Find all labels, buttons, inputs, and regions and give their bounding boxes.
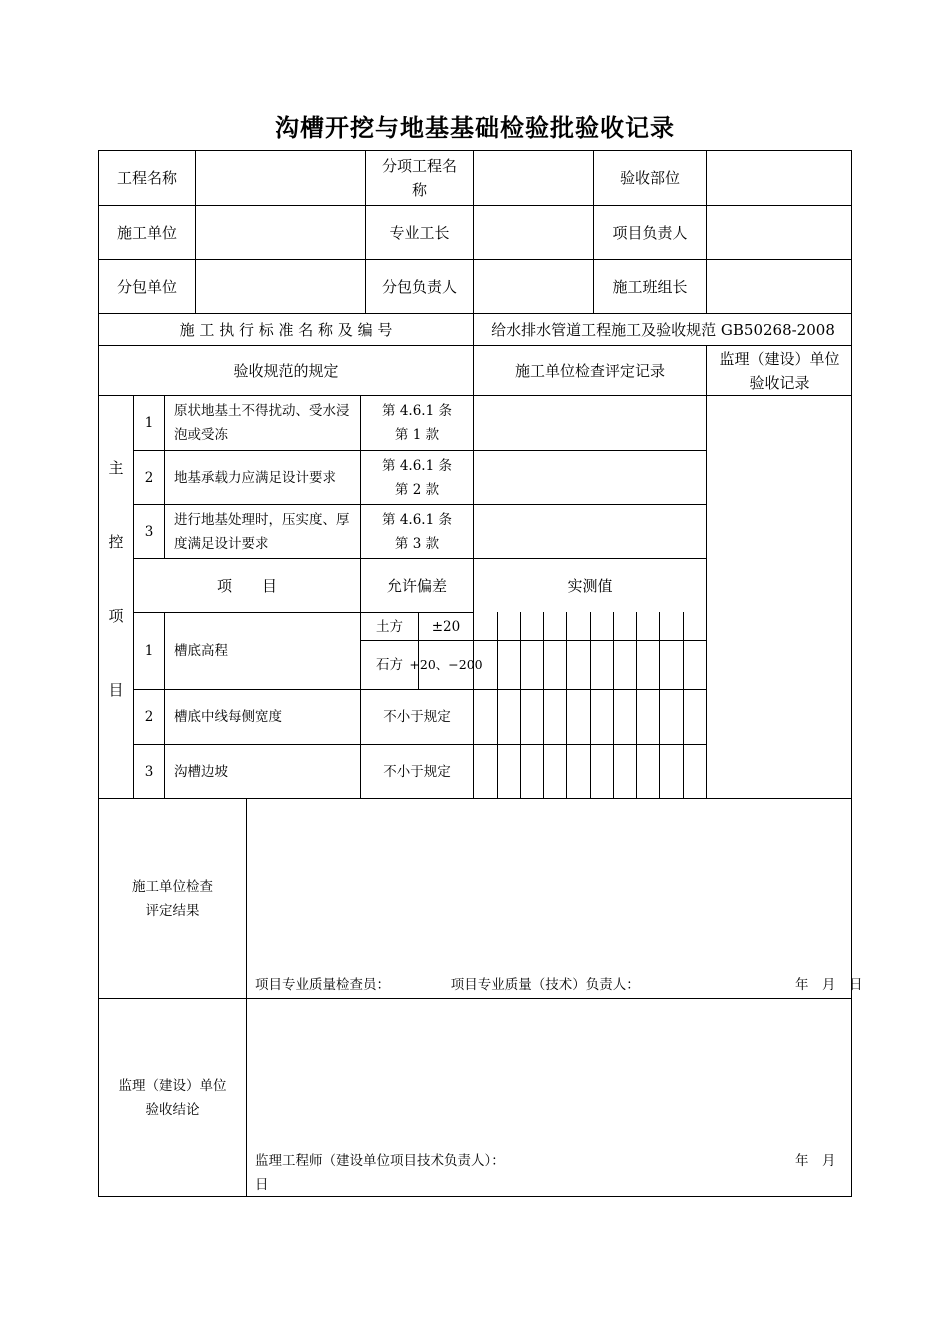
- standard-value: 给水排水管道工程施工及验收规范 GB50268-2008: [473, 313, 852, 345]
- field-sub-project[interactable]: [473, 150, 593, 205]
- label-team-leader: 施工班组长: [593, 259, 706, 313]
- field-foreman[interactable]: [473, 205, 593, 259]
- general-item-1-tol-rock: +20、−200: [418, 640, 473, 689]
- field-construction-unit[interactable]: [195, 205, 365, 259]
- page-title: 沟槽开挖与地基基础检验批验收记录: [275, 113, 675, 142]
- label-project-manager: 项目负责人: [593, 205, 706, 259]
- measured-grid[interactable]: [473, 612, 706, 798]
- main-item-3-clause: 第 4.6.1 条 第 3 款: [360, 504, 473, 558]
- general-item-2-no: 2: [133, 689, 164, 744]
- label-sub-manager: 分包负责人: [365, 259, 473, 313]
- field-sub-manager[interactable]: [473, 259, 593, 313]
- label-standard: 施 工 执 行 标 准 名 称 及 编 号: [98, 313, 473, 345]
- general-item-2-tol: 不小于规定: [360, 689, 473, 744]
- contractor-result-label: 施工单位检查评定结果: [98, 798, 246, 998]
- general-item-3-no: 3: [133, 744, 164, 798]
- general-item-1-desc: 槽底高程: [164, 612, 360, 689]
- main-control-label: 主 控 项 目: [98, 395, 133, 798]
- label-acceptance-part: 验收部位: [593, 150, 706, 205]
- general-tolerance-header: 允许偏差: [360, 558, 473, 612]
- main-item-1-clause: 第 4.6.1 条 第 1 款: [360, 395, 473, 450]
- supervisor-record-cell[interactable]: [706, 395, 852, 798]
- general-item-1-no: 1: [133, 612, 164, 689]
- main-item-3-no: 3: [133, 504, 164, 558]
- main-item-2-desc: 地基承载力应满足设计要求: [164, 450, 360, 504]
- field-subcontractor[interactable]: [195, 259, 365, 313]
- main-item-1-record[interactable]: [473, 395, 706, 450]
- supervisor-sign-day: 日: [255, 1177, 269, 1193]
- label-project-name: 工程名称: [98, 150, 195, 205]
- field-project-name[interactable]: [195, 150, 365, 205]
- main-item-3-record[interactable]: [473, 504, 706, 558]
- general-item-1-type-earth: 土方: [360, 612, 418, 640]
- main-item-2-record[interactable]: [473, 450, 706, 504]
- field-team-leader[interactable]: [706, 259, 852, 313]
- table-bottom-border: [98, 1196, 852, 1197]
- label-sub-project: 分项工程名称: [365, 150, 473, 205]
- general-item-header: 项 目: [133, 558, 360, 612]
- general-item-3-tol: 不小于规定: [360, 744, 473, 798]
- main-item-3-desc: 进行地基处理时，压实度、厚度满足设计要求: [164, 504, 360, 558]
- label-subcontractor: 分包单位: [98, 259, 195, 313]
- table-right-border: [851, 150, 852, 1197]
- label-foreman: 专业工长: [365, 205, 473, 259]
- label-construction-unit: 施工单位: [98, 205, 195, 259]
- supervisor-sign-line: 监理工程师（建设单位项目技术负责人）： 年 月: [255, 1153, 836, 1169]
- supervisor-result-label: 监理（建设）单位验收结论: [98, 998, 246, 1197]
- main-item-1-desc: 原状地基土不得扰动、受水浸泡或受冻: [164, 395, 360, 450]
- general-item-1-type-rock: 石方: [360, 640, 418, 689]
- general-measured-header: 实测值: [473, 558, 706, 612]
- field-acceptance-part[interactable]: [706, 150, 852, 205]
- contractor-result-area[interactable]: [246, 798, 852, 998]
- contractor-sign-line: 项目专业质量检查员： 项目专业质量（技术）负责人： 年 月 日: [255, 977, 863, 993]
- main-item-1-no: 1: [133, 395, 164, 450]
- main-item-2-clause: 第 4.6.1 条 第 2 款: [360, 450, 473, 504]
- col-supervisor-record: 监理（建设）单位验收记录: [706, 345, 852, 395]
- field-project-manager[interactable]: [706, 205, 852, 259]
- col-spec: 验收规范的规定: [98, 345, 473, 395]
- general-item-3-desc: 沟槽边坡: [164, 744, 360, 798]
- general-item-2-desc: 槽底中线每侧宽度: [164, 689, 360, 744]
- general-item-1-tol-earth: ±20: [418, 612, 473, 640]
- col-contractor-record: 施工单位检查评定记录: [473, 345, 706, 395]
- main-item-2-no: 2: [133, 450, 164, 504]
